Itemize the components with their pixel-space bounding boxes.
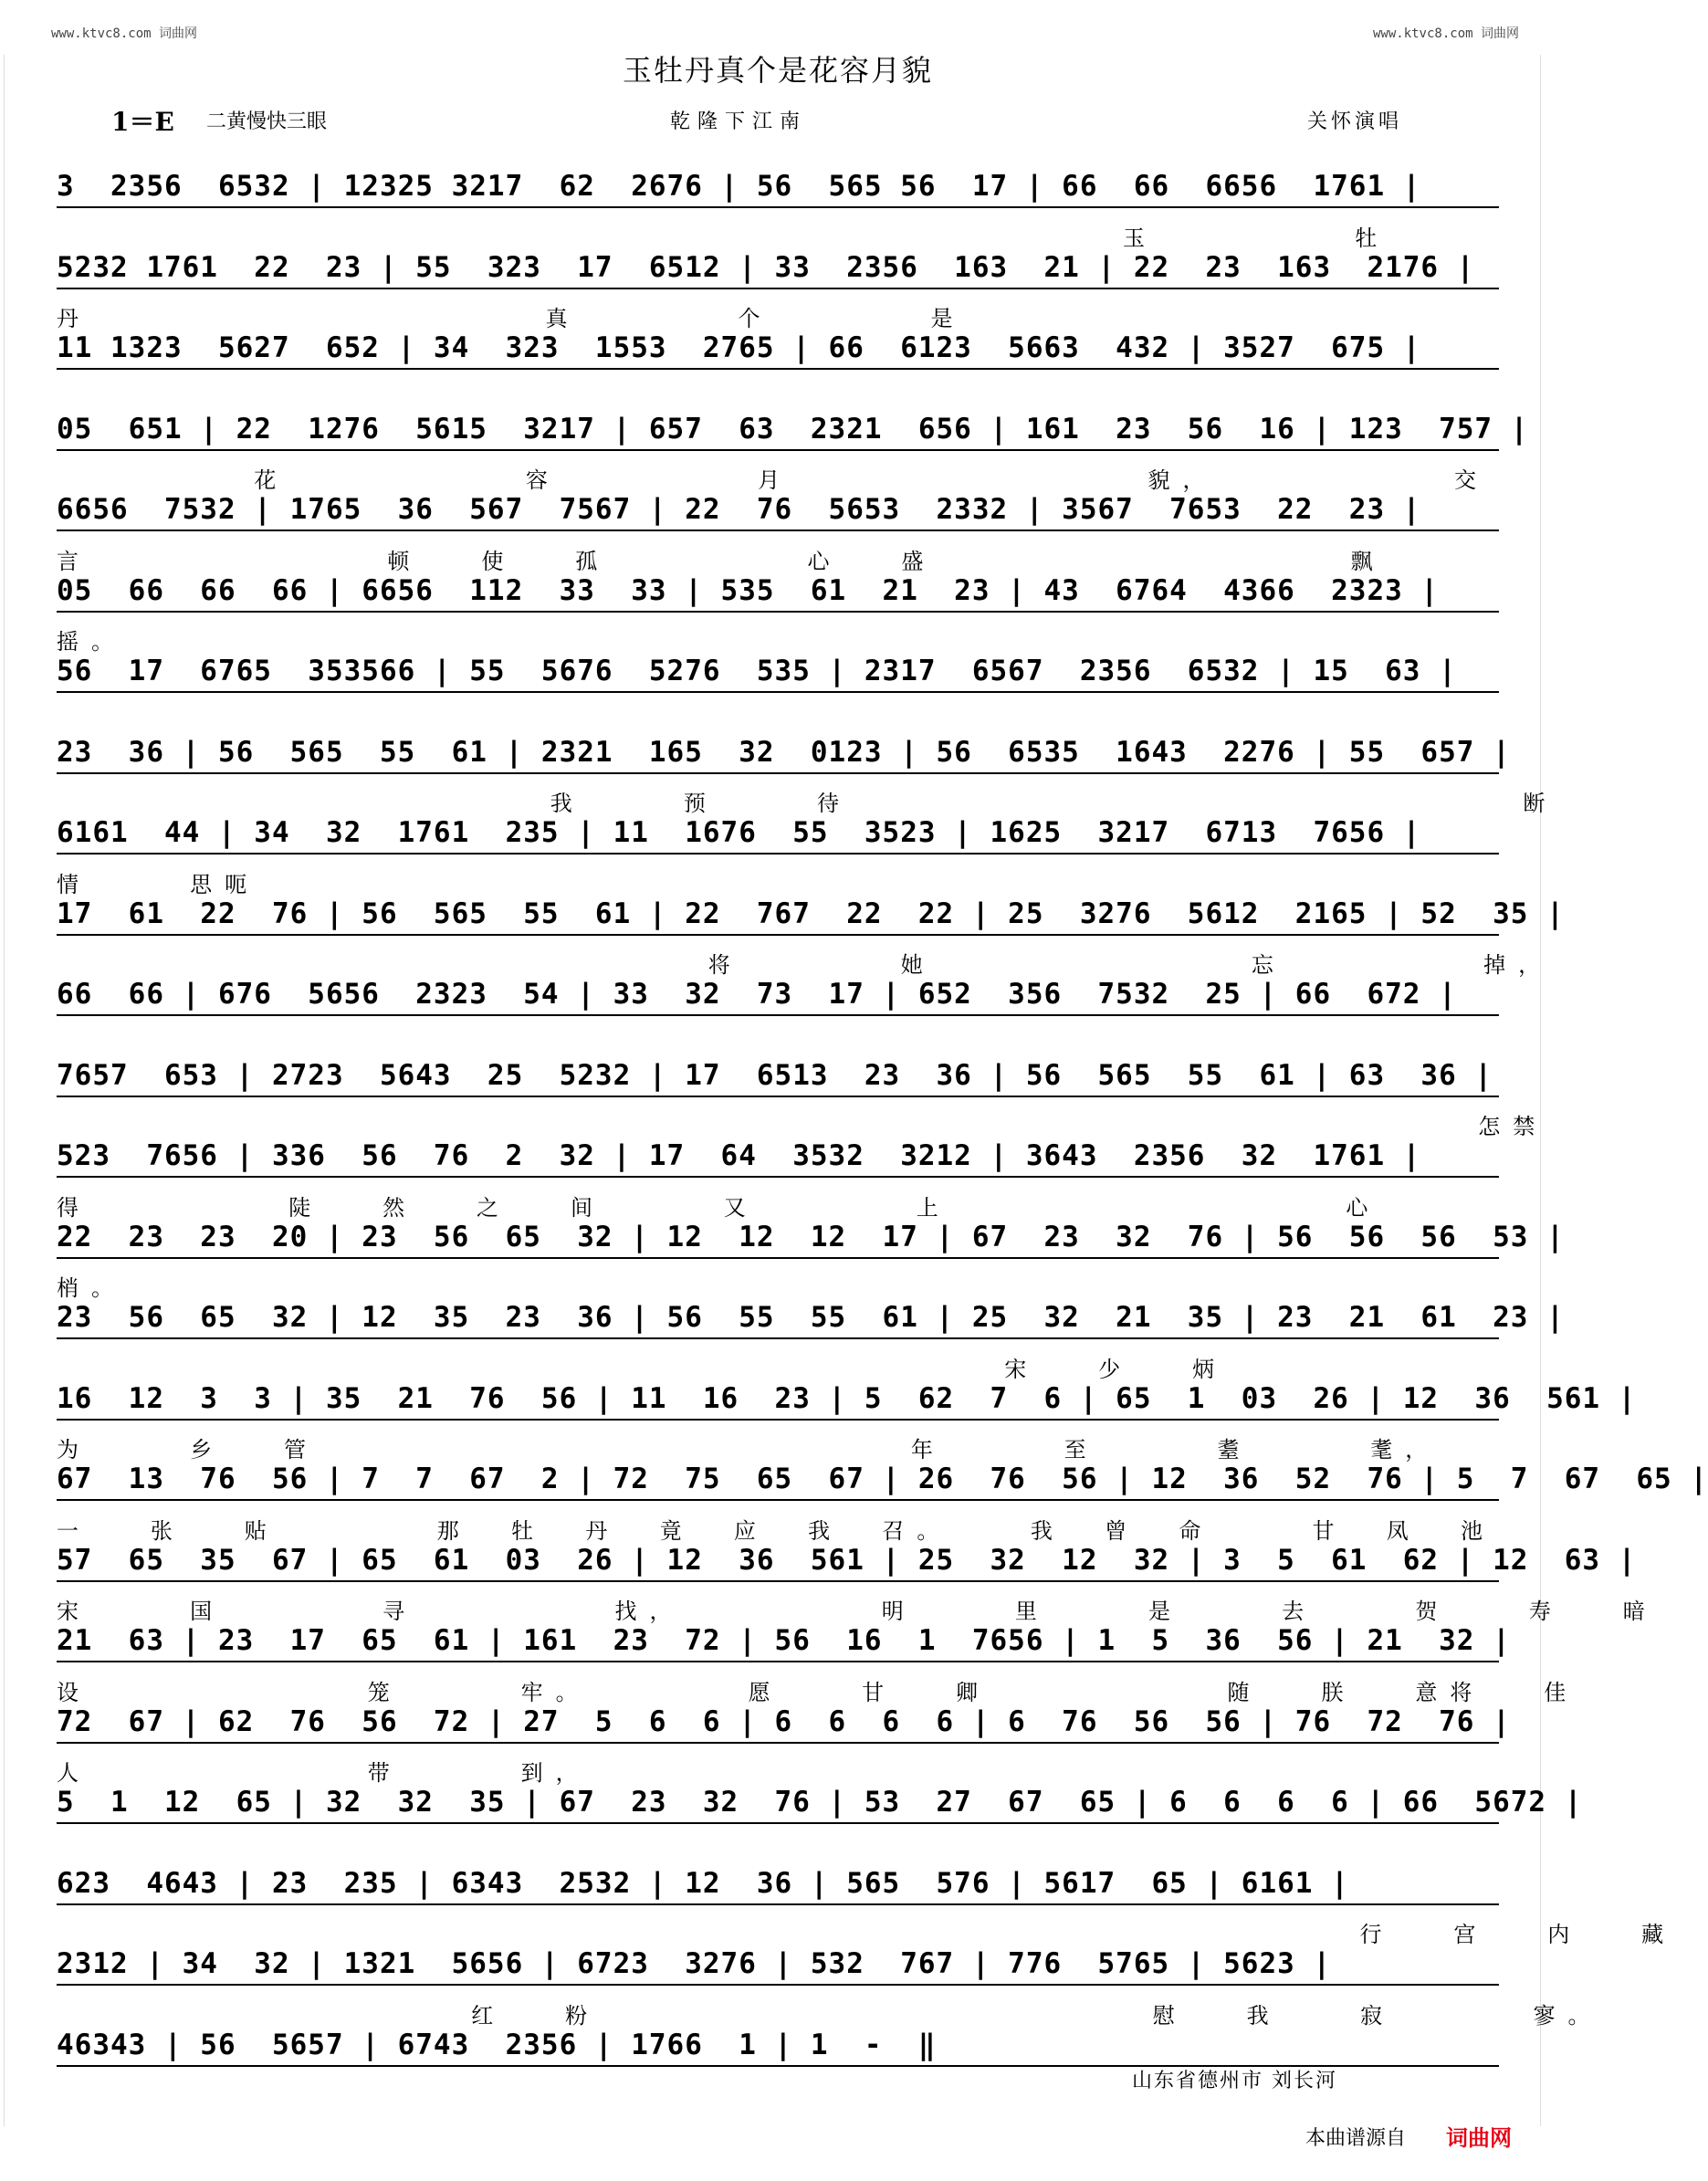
lyric-line: 行 宫 内 藏 <box>57 1922 1677 1947</box>
notation-line: 3 2356 6532 | 12325 3217 62 2676 | 56 565 56 17 | 66 66 6656 1761 | <box>57 168 1499 208</box>
notation-line: 22 23 23 20 | 23 56 65 32 | 12 12 12 17 | 67 23 32 76 | 56 56 56 53 | <box>57 1219 1499 1259</box>
lyric-line <box>57 705 1499 732</box>
opera-subtitle: 乾隆下江南 <box>670 110 808 133</box>
lyric-line: 怎禁 <box>57 1114 1548 1139</box>
notation-line: 523 7656 | 336 56 76 2 32 | 17 64 3532 3212 | 3643 2356 32 1761 | <box>57 1138 1499 1178</box>
staff-line <box>57 1996 1603 2077</box>
staff-line <box>57 945 1554 1026</box>
notation-line: 05 651 | 22 1276 5615 3217 | 657 63 2321 656 | 161 23 56 16 | 123 757 | <box>57 411 1499 451</box>
staff-line <box>57 622 1499 703</box>
lyric-line: 玉 牡 <box>57 225 1390 251</box>
notation-line: 7657 653 | 2723 5643 25 5232 | 17 6513 23 36 | 56 565 55 61 | 63 36 | <box>57 1057 1499 1097</box>
notation-line: 72 67 | 62 76 56 72 | 27 5 6 6 | 6 6 6 6 | 6 76 56 56 | 76 72 76 | <box>57 1704 1499 1744</box>
staff-line <box>57 1026 1499 1107</box>
staff-line <box>57 1349 1637 1431</box>
staff-line <box>57 1753 1583 1834</box>
lyric-line: 我 预 待 断 <box>57 791 1558 816</box>
staff-line <box>57 1672 1579 1754</box>
staff-line <box>57 1106 1548 1188</box>
key-signature: 1＝E <box>111 107 174 137</box>
notation-line: 23 56 65 32 | 12 35 23 36 | 56 55 55 61 | 25 32 21 35 | 23 21 61 23 | <box>57 1299 1499 1339</box>
notation-line: 17 61 22 76 | 56 565 55 61 | 22 767 22 22 | 25 3276 5612 2165 | 52 35 | <box>57 896 1499 936</box>
lyric-line: 为 乡 管 年 至 耋 耄， <box>57 1437 1441 1463</box>
notation-line: 56 17 6765 353566 | 55 5676 5276 535 | 2317 6567 2356 6532 | 15 63 | <box>57 653 1499 693</box>
arranger-credit: 山东省德州市 刘长河 <box>1132 2070 1337 2092</box>
lyric-line: 丹 真 个 是 <box>57 306 966 331</box>
notation-line: 66 66 | 676 5656 2323 54 | 33 32 73 17 | 652 356 7532 25 | 66 672 | <box>57 976 1499 1016</box>
lyric-line <box>57 1028 1499 1055</box>
song-title: 玉牡丹真个是花容月貌 <box>622 53 933 88</box>
notation-line: 6656 7532 | 1765 36 567 7567 | 22 76 5653 2332 | 3567 7653 22 23 | <box>57 491 1499 531</box>
lyric-line: 红 粉 慰 我 寂 寥。 <box>57 2002 1603 2029</box>
lyric-line: 花 容 月 貌， 交 <box>57 467 1489 493</box>
staff-line <box>57 380 1529 461</box>
staff-line <box>57 1834 1499 1915</box>
staff-line <box>57 865 1565 946</box>
staff-line <box>57 299 1499 380</box>
staff-line <box>57 1591 1658 1672</box>
lyric-line: 情 思呃 <box>57 871 260 897</box>
notation-line: 2312 | 34 32 | 1321 5656 | 6723 3276 | 532 767 | 776 5765 | 5623 | <box>57 1945 1499 1986</box>
staff-line <box>57 1511 1637 1592</box>
notation-line: 5 1 12 65 | 32 32 35 | 67 23 32 76 | 53 27 67 65 | 6 6 6 6 | 66 5672 | <box>57 1784 1499 1824</box>
notation-line: 57 65 35 67 | 65 61 03 26 | 12 36 561 | 25 32 12 32 | 3 5 61 62 | 12 63 | <box>57 1542 1499 1582</box>
lyric-line: 宋 少 炳 <box>57 1356 1227 1382</box>
lyric-line: 人 带 到， <box>57 1760 591 1786</box>
lyric-line <box>57 139 1499 166</box>
staff-line <box>57 1914 1677 1996</box>
lyric-line: 一 张 贴 那 牡 丹 竟 应 我 召。 我 曾 命 甘 凤 池 <box>57 1517 1496 1544</box>
staff-line <box>57 1268 1565 1349</box>
notation-line: 46343 | 56 5657 | 6743 2356 | 1766 1 | 1 - ‖ <box>57 2027 1499 2067</box>
notation-line: 21 63 | 23 17 65 61 | 161 23 72 | 56 16 1 7656 | 1 5 36 56 | 21 32 | <box>57 1622 1499 1662</box>
lyric-line: 将 她 忘 掉， <box>57 952 1554 978</box>
source-label: 本曲谱源自 <box>1305 2127 1407 2150</box>
notation-line: 05 66 66 66 | 6656 112 33 33 | 535 61 21 23 | 43 6764 4366 2323 | <box>57 572 1499 613</box>
staff-line <box>57 541 1499 623</box>
notation-line: 5232 1761 22 23 | 55 323 17 6512 | 33 2356 163 21 | 22 23 163 2176 | <box>57 249 1499 289</box>
performer-credit: 关怀演唱 <box>1307 110 1403 133</box>
staff-line <box>57 1430 1708 1511</box>
staff-line <box>57 218 1499 299</box>
staff-line <box>57 1188 1565 1269</box>
lyric-line: 设 笼 牢。 愿 甘 卿 随 朕 意将 佳 <box>57 1679 1579 1705</box>
tempo-mode: 二黄慢快三眼 <box>206 110 328 133</box>
lyric-line <box>57 382 1499 409</box>
source-logo[interactable]: 词曲网 <box>1446 2125 1512 2151</box>
lyric-line <box>57 1836 1499 1863</box>
lyric-line: 摇。 <box>57 629 126 655</box>
staff-line <box>57 703 1511 784</box>
score-body <box>57 137 1708 2076</box>
notation-line: 16 12 3 3 | 35 21 76 56 | 11 16 23 | 5 62 7 6 | 65 1 03 26 | 12 36 561 | <box>57 1380 1499 1421</box>
score-meta <box>0 102 1556 135</box>
lyric-line: 宋 国 寻 找， 明 里 是 去 贺 寿 暗 <box>57 1599 1658 1624</box>
notation-line: 6161 44 | 34 32 1761 235 | 11 1676 55 3523 | 1625 3217 6713 7656 | <box>57 814 1499 855</box>
site-link-left[interactable]: www.ktvc8.com 词曲网 <box>51 26 198 41</box>
staff-line <box>57 137 1499 218</box>
site-link-right[interactable]: www.ktvc8.com 词曲网 <box>1372 26 1519 41</box>
staff-line <box>57 783 1558 865</box>
lyric-line: 得 陡 然 之 间 又 上 心 <box>57 1194 1381 1221</box>
notation-line: 23 36 | 56 565 55 61 | 2321 165 32 0123 | 56 6535 1643 2276 | 55 657 | <box>57 734 1499 774</box>
notation-line: 67 13 76 56 | 7 7 67 2 | 72 75 65 67 | 26 76 56 | 12 36 52 76 | 5 7 67 65 | <box>57 1461 1499 1501</box>
left-margin-strip <box>4 55 16 2126</box>
notation-line: 11 1323 5627 652 | 34 323 1553 2765 | 66 6123 5663 432 | 3527 675 | <box>57 330 1499 370</box>
notation-line: 623 4643 | 23 235 | 6343 2532 | 12 36 | 565 576 | 5617 65 | 6161 | <box>57 1865 1499 1905</box>
lyric-line: 言 顿 使 孤 心 盛 飘 <box>57 548 1386 574</box>
lyric-line: 梢。 <box>57 1275 126 1301</box>
staff-line <box>57 460 1499 541</box>
